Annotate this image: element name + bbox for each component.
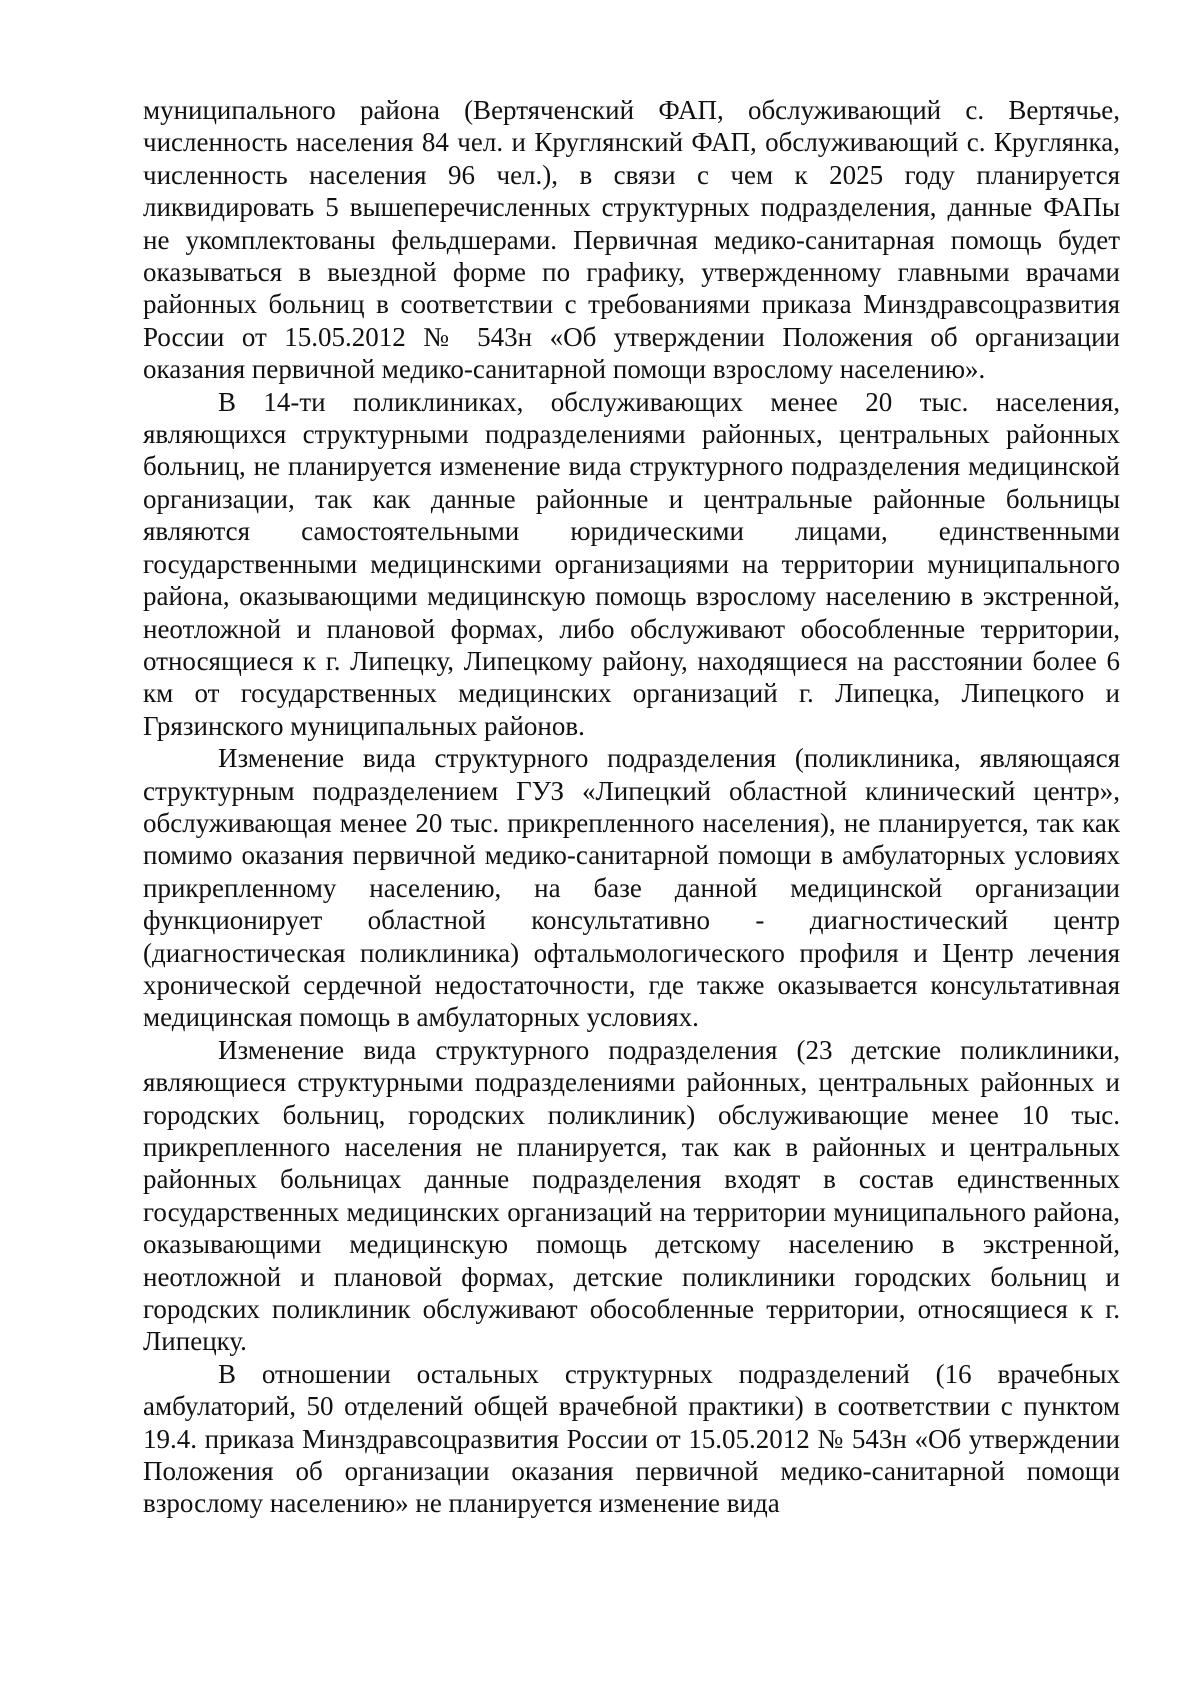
paragraph-3: Изменение вида структурного подразделения (поликлиника, являющаяся структурным подразделением ГУЗ «Липецкий областной клинический центр», обслуживающая менее 20 тыс. прикрепленного населения), не планируется, так как помимо оказания первичной медико-санитарной помощи в амбулаторных условиях прикрепленному населению, на базе данной медицинской организации функционирует областной консультативно - диагностический центр (диагностическая поликлиника) офтальмологического профиля и Центр лечения хронической сердечной недостаточности, где также оказывается консультативная медицинская помощь в амбулаторных условиях. <box>143 743 1120 1033</box>
document-body <box>143 94 1120 1520</box>
paragraph-2: В 14-ти поликлиниках, обслуживающих менее 20 тыс. населения, являющихся структурными подразделениями районных, центральных районных больниц, не планируется изменение вида структурного подразделения медицинской организации, так как данные районные и центральные районные больницы являются самостоятельными юридическими лицами, единственными государственными медицинскими организациями на территории муниципального района, оказывающими медицинскую помощь взрослому населению в экстренной, неотложной и плановой формах, либо обслуживают обособленные территории, относящиеся к г. Липецку, Липецкому району, находящиеся на расстоянии более 6 км от государственных медицинских организаций г. Липецка, Липецкого и Грязинского муниципальных районов. <box>143 386 1120 741</box>
paragraph-1: муниципального района (Вертяченский ФАП, обслуживающий с. Вертячье, численность населения 84 чел. и Круглянский ФАП, обслуживающий с. Круглянка, численность населения 96 чел.), в связи с чем к 2025 году планируется ликвидировать 5 вышеперечисленных структурных подразделения, данные ФАПы не укомплектованы фельдшерами. Первичная медико-санитарная помощь будет оказываться в выездной форме по графику, утвержденному главными врачами районных больниц в соответствии с требованиями приказа Минздравсоцразвития России от 15.05.2012 № 543н «Об утверждении Положения об организации оказания первичной медико-санитарной помощи взрослому населению». <box>143 95 1120 385</box>
paragraph-4: Изменение вида структурного подразделения (23 детские поликлиники, являющиеся структурными подразделениями районных, центральных районных и городских больниц, городских поликлиник) обслуживающие менее 10 тыс. прикрепленного населения не планируется, так как в районных и центральных районных больницах данные подразделения входят в состав единственных государственных медицинских организаций на территории муниципального района, оказывающими медицинскую помощь детскому населению в экстренной, неотложной и плановой формах, детские поликлиники городских больниц и городских поликлиник обслуживают обособленные территории, относящиеся к г. Липецку. <box>143 1034 1120 1357</box>
paragraph-5: В отношении остальных структурных подразделений (16 врачебных амбулаторий, 50 отделений общей врачебной практики) в соответствии с пунктом 19.4. приказа Минздравсоцразвития России от 15.05.2012 № 543н «Об утверждении Положения об организации оказания первичной медико-санитарной помощи взрослому населению» не планируется изменение вида <box>143 1358 1120 1519</box>
